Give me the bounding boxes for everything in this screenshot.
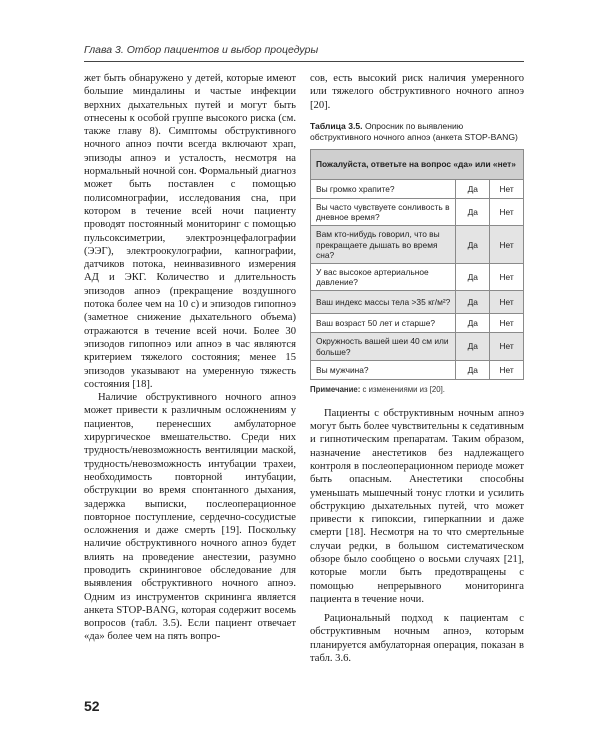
yes-cell: Да: [456, 291, 490, 314]
table-row: [311, 179, 524, 198]
yes-cell: Да: [456, 360, 490, 379]
stop-bang-table: [310, 149, 524, 380]
left-paragraph-2: Наличие обструктивного ночного апноэ может привести к различным осложнениям у пациентов, перенесших амбулаторное хирургическое вмешательство. Среди них трудность/невозможность вентиляции маской, трудность/невозможность интубации трахеи, необходимость повторной интубации, обструкции во время спонтанного дыхания, задержка выписки, послеоперационное повторное поступление, сердечно-сосудистые осложнения и даже смерть [19]. Поскольку наличие обструктивного ночного апноэ будет влиять на проведение анестезии, разумно проводить скрининговое обследование для выявления обструктивного ночного апноэ. Одним из инструментов скрининга является анкета STOP-BANG, которая содержит восемь вопросов (табл. 3.5). Если пациент отвечает «да» более чем на пять вопро-: [84, 392, 296, 643]
table-row: [311, 198, 524, 225]
table-label: Таблица 3.5.: [310, 120, 363, 131]
right-paragraph-2: Рациональный подход к пациентам с обструктивным ночным апноэ, которым планируется амбулаторная операция, показан в табл. 3.6.: [310, 613, 524, 665]
question-cell: У вас высокое артериальное давление?: [311, 263, 456, 290]
table-note: [310, 385, 524, 394]
yes-cell: Да: [456, 263, 490, 290]
table-header: Пожалуйста, ответьте на вопрос «да» или «нет»: [311, 149, 524, 179]
yes-cell: Да: [456, 333, 490, 360]
no-cell: Нет: [490, 333, 524, 360]
table-row: [311, 314, 524, 333]
no-cell: Нет: [490, 179, 524, 198]
header-rule: [84, 61, 524, 62]
no-cell: Нет: [490, 226, 524, 264]
page-number: 52: [84, 698, 100, 714]
table-row: [311, 226, 524, 264]
no-cell: Нет: [490, 263, 524, 290]
question-cell: Ваш возраст 50 лет и старше?: [311, 314, 456, 333]
question-cell: Вам кто-нибудь говорил, что вы прекращаете дышать во время сна?: [311, 226, 456, 264]
question-cell: Окружность вашей шеи 40 см или больше?: [311, 333, 456, 360]
table-note-label: Примечание:: [310, 384, 361, 394]
question-cell: Ваш индекс массы тела >35 кг/м²?: [311, 291, 456, 314]
no-cell: Нет: [490, 314, 524, 333]
right-column: [310, 72, 524, 665]
yes-cell: Да: [456, 226, 490, 264]
running-title: Глава 3. Отбор пациентов и выбор процедуры: [84, 44, 319, 56]
right-intro-paragraph: сов, есть высокий риск наличия умеренного или тяжелого обструктивного ночного апноэ [20].: [310, 73, 524, 111]
yes-cell: Да: [456, 314, 490, 333]
yes-cell: Да: [456, 198, 490, 225]
left-paragraph-1: жет быть обнаружено у детей, которые имеют большие миндалины и частые инфекции верхних дыхательных путей и могут быть отнесены к особой группе высокого риска (см. также главу 8). Симптомы обструктивного ночного апноэ почти всегда включают храп, эпизоды апноэ и усталость, несмотря на нормальный ночной сон. Формальный диагноз может быть поставлен с помощью полисомнографии, исследования сна, при котором в течение всей ночи пациенту проводят постоянный мониторинг с помощью пульсоксиметрии, электроэнцефалографии (ЭЭГ), электроокулографии, капнографии, датчиков потока, неинвазивного измерения АД и ЭКГ. Количество и длительность эпизодов апноэ (прекращение воздушного потока более чем на 10 с) и эпизодов гипопноэ (заметное снижение дыхательного объема) отражаются в течение всей ночи. Более 30 эпизодов гипопноэ или апноэ в час являются критерием тяжелого состояния; менее 15 эпизодов указывают на умеренную тяжесть состояния [18].: [84, 73, 296, 390]
no-cell: Нет: [490, 360, 524, 379]
table-caption-text: Опросник по выявлению обструктивного ночного апноэ (анкета STOP-BANG): [310, 120, 518, 142]
question-cell: Вы громко храпите?: [311, 179, 456, 198]
left-column: [84, 72, 296, 644]
table-row: [311, 291, 524, 314]
yes-cell: Да: [456, 179, 490, 198]
table-header-row: [311, 149, 524, 179]
table-caption: [310, 121, 524, 143]
right-body-text: [310, 407, 524, 666]
question-cell: Вы мужчина?: [311, 360, 456, 379]
no-cell: Нет: [490, 291, 524, 314]
table-row: [311, 360, 524, 379]
table-row: [311, 333, 524, 360]
no-cell: Нет: [490, 198, 524, 225]
table-row: [311, 263, 524, 290]
table-note-text: с изменениями из [20].: [362, 384, 445, 394]
question-cell: Вы часто чувствуете сонливость в дневное время?: [311, 198, 456, 225]
right-paragraph-1: Пациенты с обструктивным ночным апноэ могут быть более чувствительны к седативным и гипнотическим препаратам. Таким образом, назначение анестетиков без надлежащего контроля в послеоперационном периоде может быть опасным. Анестетики способны уменьшать мышечный тонус глотки и усилить обструкцию дыхательных путей, что может привести к гипоксии, гиперкапнии и даже смерти [18]. Несмотря на то что смертельные случаи редки, в большом систематическом обзоре было сообщено о восьми случаях [21], которые могли быть предотвращены с помощью непрерывного мониторинга пациента в течение ночи.: [310, 407, 524, 605]
